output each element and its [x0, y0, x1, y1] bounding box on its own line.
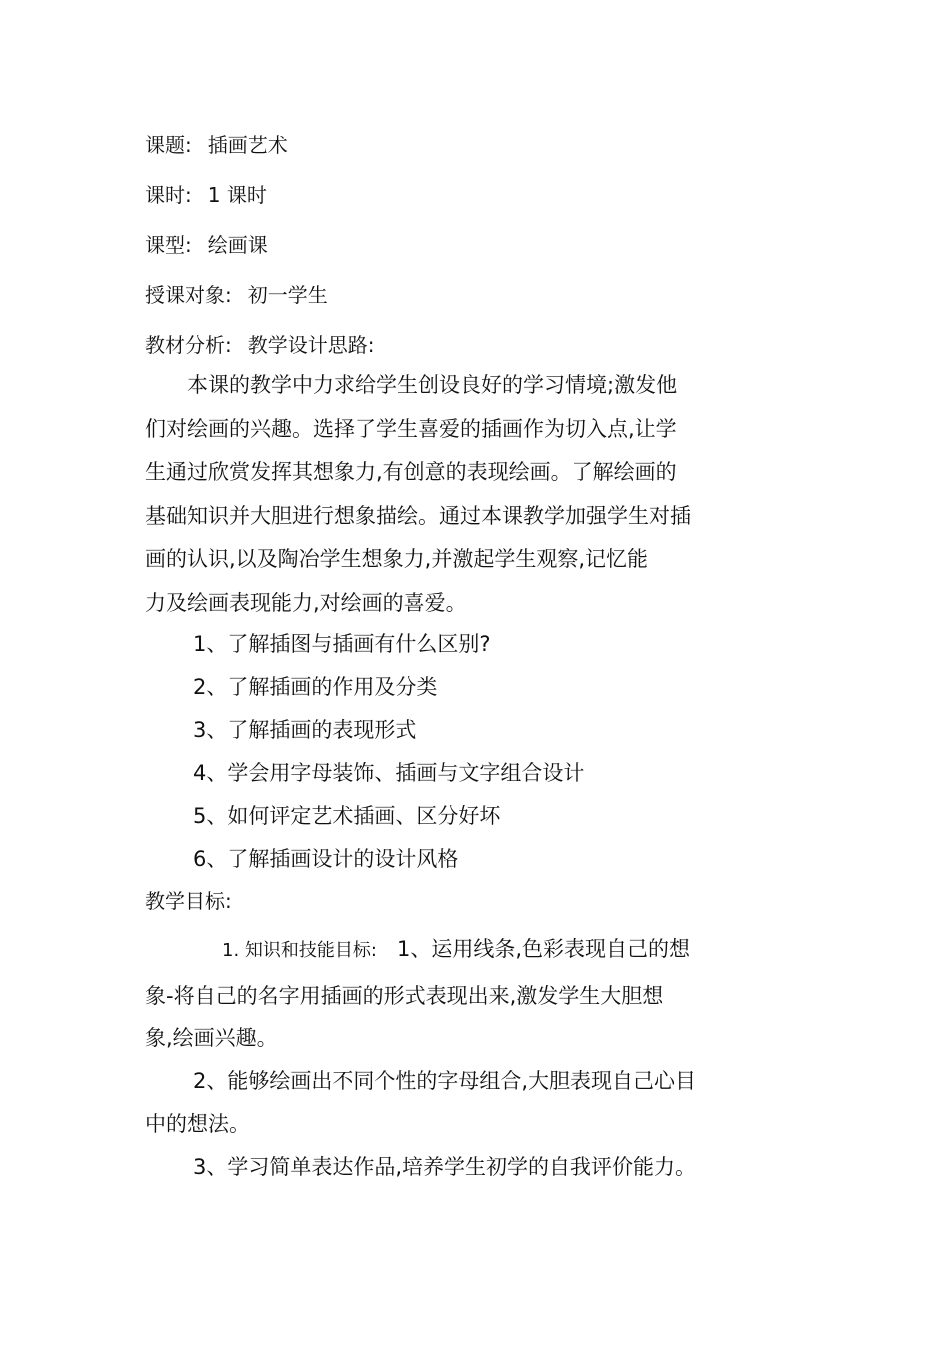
goal-2-line-2: 中的想法。	[145, 1112, 250, 1136]
duration-line	[145, 181, 267, 209]
audience-value: 初一学生	[247, 283, 328, 307]
analysis-label: 教材分析:	[145, 333, 232, 357]
topic-label: 课题:	[145, 133, 192, 157]
content-item: 1、了解插图与插画有什么区别?	[193, 632, 491, 656]
lesson-type-line	[145, 231, 268, 259]
knowledge-goal-text: 1、运用线条,色彩表现自己的想	[397, 937, 691, 961]
topic-value: 插画艺术	[207, 133, 288, 157]
lesson-type-value: 绘画课	[207, 233, 268, 257]
content-item: 3、了解插画的表现形式	[193, 718, 417, 742]
content-item: 6、了解插画设计的设计风格	[193, 847, 459, 871]
intro-line: 画的认识,以及陶冶学生想象力,并激起学生观察,记忆能	[145, 547, 649, 571]
knowledge-goal-label: 1. 知识和技能目标:	[222, 940, 377, 961]
topic-line	[145, 131, 288, 159]
content-item: 5、如何评定艺术插画、区分好坏	[193, 804, 501, 828]
analysis-value: 教学设计思路:	[247, 333, 375, 357]
goals-heading: 教学目标:	[145, 889, 232, 913]
intro-paragraph	[145, 364, 745, 625]
goal-3-line-1: 3、学习简单表达作品,培养学生初学的自我评价能力。	[193, 1155, 697, 1179]
lesson-type-label: 课型:	[145, 233, 192, 257]
knowledge-goal-line-3: 象,绘画兴趣。	[145, 1026, 278, 1050]
duration-value: 1 课时	[207, 183, 267, 207]
duration-label: 课时:	[145, 183, 192, 207]
content-item: 2、了解插画的作用及分类	[193, 675, 438, 699]
knowledge-goal-line-2: 象-将自己的名字用插画的形式表现出来,激发学生大胆想	[145, 984, 664, 1008]
intro-line: 本课的教学中力求给学生创设良好的学习情境;激发他	[187, 373, 678, 397]
knowledge-goal-line-1	[222, 935, 690, 965]
intro-line: 基础知识并大胆进行想象描绘。通过本课教学加强学生对插	[145, 503, 691, 528]
intro-line: 们对绘画的兴趣。选择了学生喜爱的插画作为切入点,让学	[145, 416, 677, 441]
intro-line: 力及绘画表现能力,对绘画的喜爱。	[145, 590, 467, 615]
audience-label: 授课对象:	[145, 283, 232, 307]
goal-2-line-1: 2、能够绘画出不同个性的字母组合,大胆表现自己心目	[193, 1069, 697, 1093]
intro-line: 生通过欣赏发挥其想象力,有创意的表现绘画。了解绘画的	[145, 460, 677, 484]
audience-line	[145, 281, 328, 309]
analysis-line	[145, 331, 375, 359]
content-item: 4、学会用字母装饰、插画与文字组合设计	[193, 761, 585, 785]
